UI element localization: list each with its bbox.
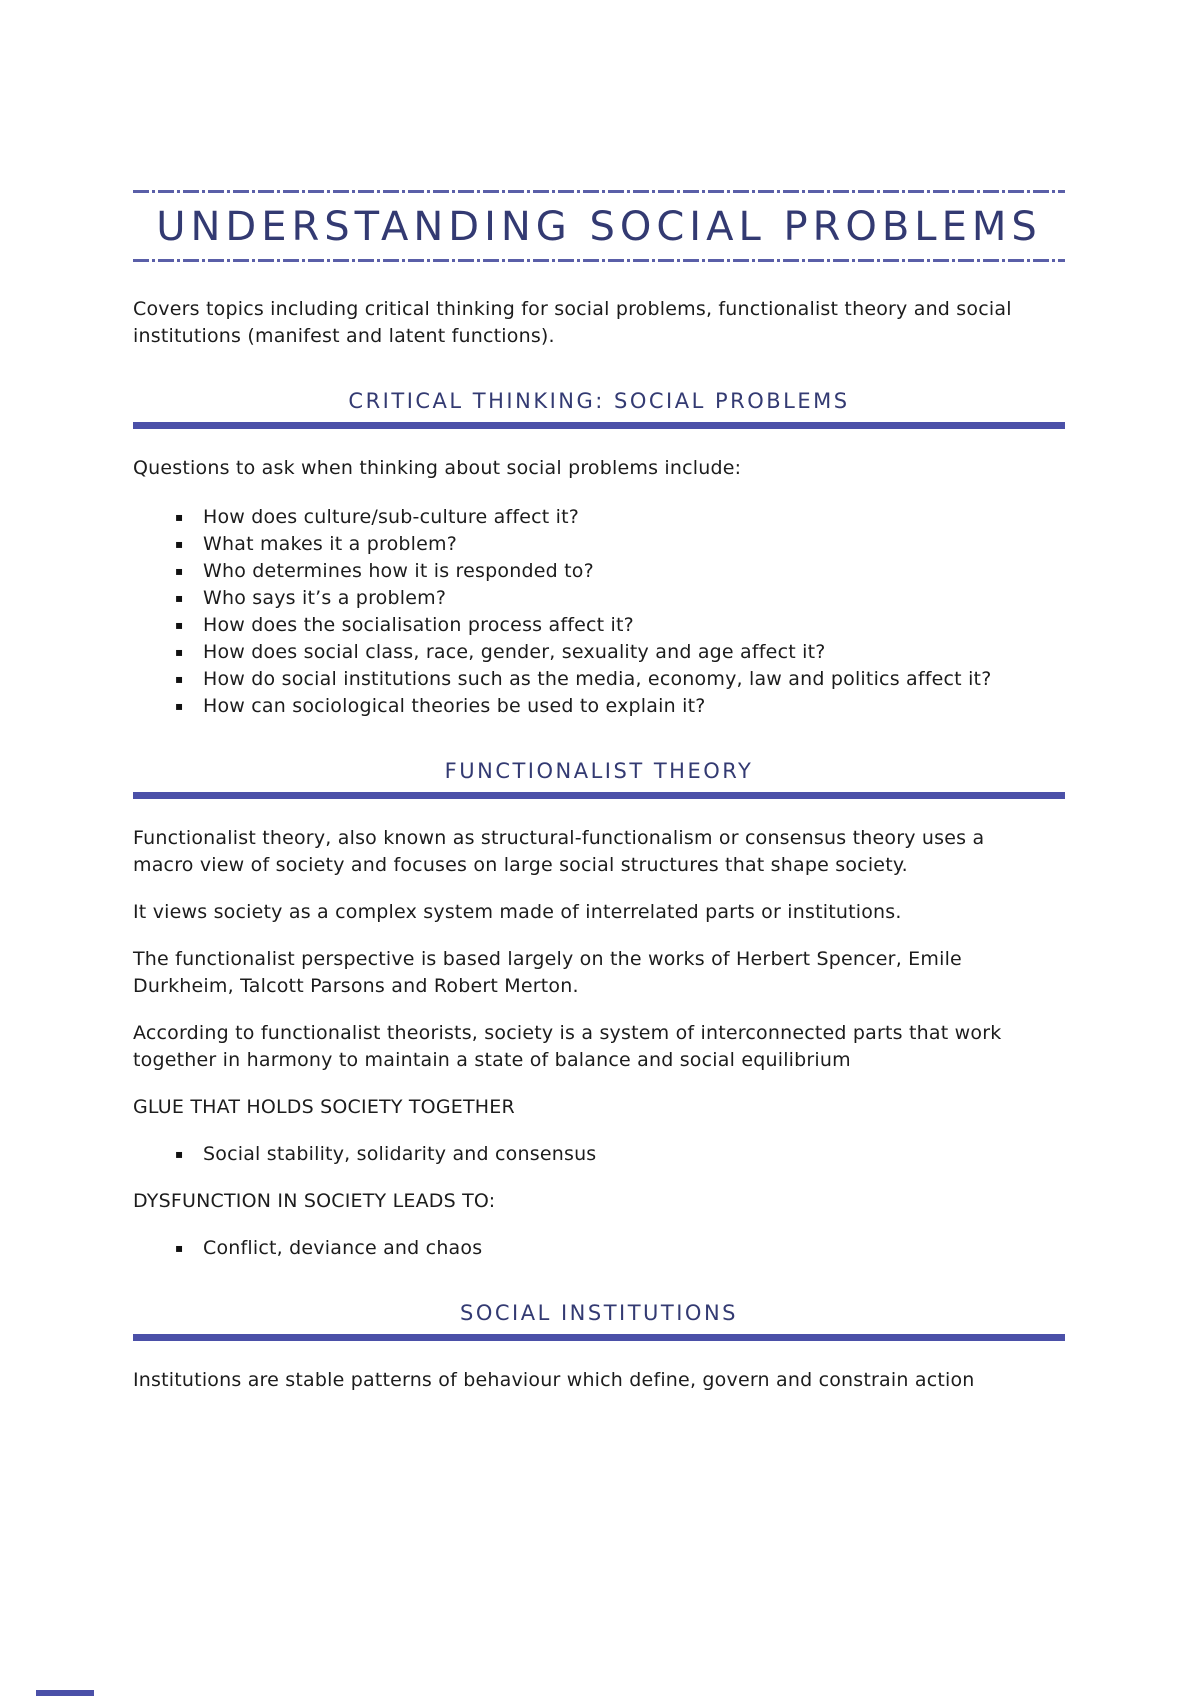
square-bullet-icon: ▪ <box>175 537 184 551</box>
list-item-text: How do social institutions such as the media, economy, law and politics affect it? <box>203 668 992 690</box>
title-border-bottom <box>133 259 1065 262</box>
body-paragraph: The functionalist perspective is based largely on the works of Herbert Spencer, Emile Durkheim, Talcott Parsons and Robert Merton. <box>133 948 962 997</box>
sections-container <box>133 386 1065 1394</box>
list-item <box>175 558 1025 585</box>
list-item <box>175 504 1025 531</box>
section <box>133 386 1065 720</box>
list-item <box>175 1141 1025 1168</box>
caps-label: DYSFUNCTION IN SOCIETY LEADS TO: <box>133 1190 496 1212</box>
square-bullet-icon: ▪ <box>175 1241 184 1255</box>
list-item <box>175 639 1025 666</box>
list-item <box>175 666 1025 693</box>
body-paragraph: Functionalist theory, also known as structural-functionalism or consensus theory uses a macro view of society and focuses on large social structures that shape society. <box>133 827 985 876</box>
section-body <box>133 1341 1065 1394</box>
square-bullet-icon: ▪ <box>175 564 184 578</box>
body-paragraph: It views society as a complex system made of interrelated parts or institutions. <box>133 901 902 923</box>
list-item-text: Who determines how it is responded to? <box>203 560 594 582</box>
section <box>133 756 1065 1262</box>
list-item <box>175 585 1025 612</box>
bullet-list-sub <box>133 1141 1065 1168</box>
body-paragraph: Institutions are stable patterns of behaviour which define, govern and constrain action <box>133 1369 975 1391</box>
section-body <box>133 799 1065 1262</box>
square-bullet-icon: ▪ <box>175 591 184 605</box>
section-underline-bar <box>133 792 1065 799</box>
square-bullet-icon: ▪ <box>175 699 184 713</box>
section-heading: CRITICAL THINKING: SOCIAL PROBLEMS <box>348 389 850 413</box>
page-title: UNDERSTANDING SOCIAL PROBLEMS <box>156 204 1042 250</box>
section <box>133 1298 1065 1394</box>
section-underline-bar <box>133 1334 1065 1341</box>
caps-label: GLUE THAT HOLDS SOCIETY TOGETHER <box>133 1096 515 1118</box>
bullet-list-sub <box>133 1235 1065 1262</box>
list-item <box>175 1235 1025 1262</box>
list-item-text: How does the socialisation process affect it? <box>203 614 634 636</box>
square-bullet-icon: ▪ <box>175 618 184 632</box>
next-section-bar-fragment <box>36 1690 94 1696</box>
document-content <box>133 0 1065 1414</box>
list-item-text: What makes it a problem? <box>203 533 458 555</box>
square-bullet-icon: ▪ <box>175 645 184 659</box>
list-item <box>175 612 1025 639</box>
bullet-list <box>133 504 1065 720</box>
section-underline-bar <box>133 422 1065 429</box>
square-bullet-icon: ▪ <box>175 1147 184 1161</box>
list-item-text: How can sociological theories be used to explain it? <box>203 695 706 717</box>
list-item-text: Conflict, deviance and chaos <box>203 1237 483 1259</box>
section-heading: SOCIAL INSTITUTIONS <box>460 1301 738 1325</box>
title-block <box>133 190 1065 262</box>
section-heading: FUNCTIONALIST THEORY <box>444 759 754 783</box>
intro-paragraph: Covers topics including critical thinking for social problems, functionalist theory and social institutions (manifest and latent functions). <box>133 298 1012 347</box>
title-border-top <box>133 190 1065 193</box>
list-item-text: Social stability, solidarity and consensus <box>203 1143 597 1165</box>
square-bullet-icon: ▪ <box>175 510 184 524</box>
section-lead-paragraph: Questions to ask when thinking about social problems include: <box>133 457 742 479</box>
square-bullet-icon: ▪ <box>175 672 184 686</box>
section-body <box>133 429 1065 720</box>
list-item-text: How does social class, race, gender, sexuality and age affect it? <box>203 641 826 663</box>
list-item <box>175 531 1025 558</box>
list-item-text: Who says it’s a problem? <box>203 587 447 609</box>
list-item-text: How does culture/sub-culture affect it? <box>203 506 580 528</box>
body-paragraph: According to functionalist theorists, society is a system of interconnected parts that work together in harmony to maintain a state of balance and social equilibrium <box>133 1022 1002 1071</box>
list-item <box>175 693 1025 720</box>
